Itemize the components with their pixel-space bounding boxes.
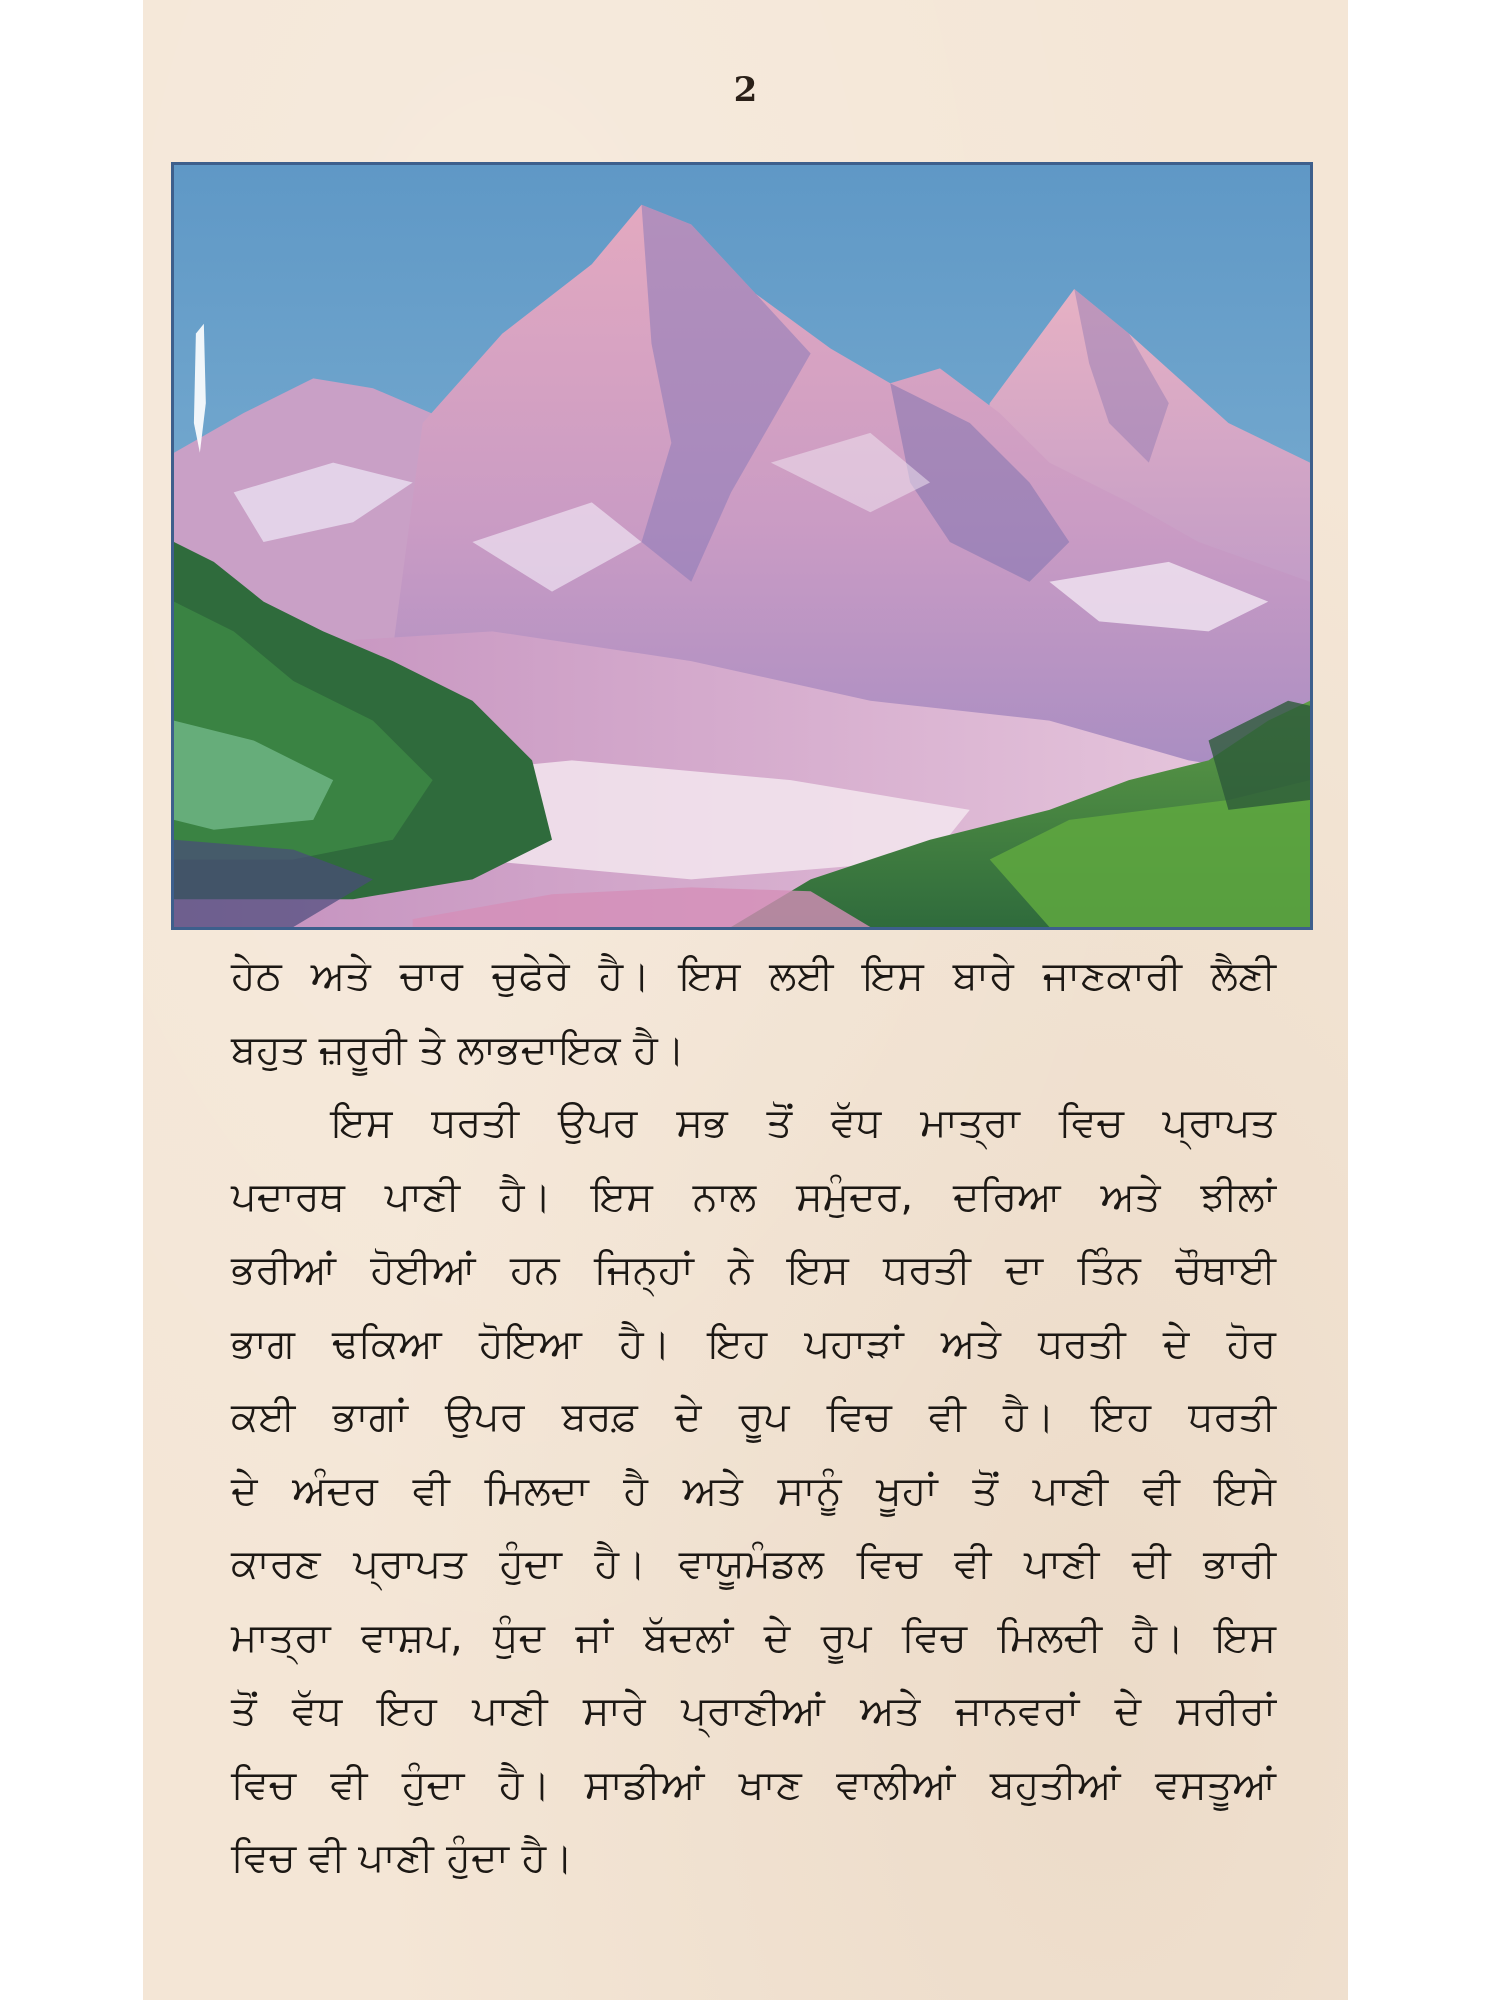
mountain-painting-icon bbox=[174, 165, 1310, 927]
text-line: ਭਾਗ ਢਕਿਆ ਹੋਇਆ ਹੈ। ਇਹ ਪਹਾੜਾਂ ਅਤੇ ਧਰਤੀ ਦੇ ਹੋਰ bbox=[231, 1320, 1276, 1367]
book-page bbox=[143, 0, 1348, 2000]
text-line: ਵਿਚ ਵੀ ਪਾਣੀ ਹੁੰਦਾ ਹੈ। bbox=[231, 1835, 574, 1881]
mountain-illustration bbox=[171, 162, 1313, 930]
text-line: ਮਾਤ੍ਰਾ ਵਾਸ਼ਪ, ਧੁੰਦ ਜਾਂ ਬੱਦਲਾਂ ਦੇ ਰੂਪ ਵਿਚ ਮਿਲਦੀ ਹੈ। ਇਸ bbox=[231, 1614, 1276, 1661]
text-line: ਕਈ ਭਾਗਾਂ ਉਪਰ ਬਰਫ਼ ਦੇ ਰੂਪ ਵਿਚ ਵੀ ਹੈ। ਇਹ ਧਰਤੀ bbox=[231, 1394, 1276, 1440]
text-line: ਭਰੀਆਂ ਹੋਈਆਂ ਹਨ ਜਿਨ੍ਹਾਂ ਨੇ ਇਸ ਧਰਤੀ ਦਾ ਤਿੰਨ ਚੌਥਾਈ bbox=[231, 1247, 1276, 1293]
text-line: ਕਾਰਣ ਪ੍ਰਾਪਤ ਹੁੰਦਾ ਹੈ। ਵਾਯੂਮੰਡਲ ਵਿਚ ਵੀ ਪਾਣੀ ਦੀ ਭਾਰੀ bbox=[231, 1541, 1276, 1587]
body-text bbox=[231, 940, 1276, 1896]
text-line: ਪਦਾਰਥ ਪਾਣੀ ਹੈ। ਇਸ ਨਾਲ ਸਮੁੰਦਰ, ਦਰਿਆ ਅਤੇ ਝੀਲਾਂ bbox=[231, 1173, 1276, 1220]
text-line: ਹੇਠ ਅਤੇ ਚਾਰ ਚੁਫੇਰੇ ਹੈ। ਇਸ ਲਈ ਇਸ ਬਾਰੇ ਜਾਣਕਾਰੀ ਲੈਣੀ bbox=[231, 953, 1276, 999]
text-line: ਇਸ ਧਰਤੀ ਉਪਰ ਸਭ ਤੋਂ ਵੱਧ ਮਾਤ੍ਰਾ ਵਿਚ ਪ੍ਰਾਪਤ bbox=[331, 1100, 1276, 1146]
text-line: ਵਿਚ ਵੀ ਹੁੰਦਾ ਹੈ। ਸਾਡੀਆਂ ਖਾਣ ਵਾਲੀਆਂ ਬਹੁਤੀਆਂ ਵਸਤੂਆਂ bbox=[231, 1761, 1276, 1808]
text-line: ਬਹੁਤ ਜ਼ਰੂਰੀ ਤੇ ਲਾਭਦਾਇਕ ਹੈ। bbox=[231, 1026, 685, 1073]
text-line: ਦੇ ਅੰਦਰ ਵੀ ਮਿਲਦਾ ਹੈ ਅਤੇ ਸਾਨੂੰ ਖੂਹਾਂ ਤੋਂ ਪਾਣੀ ਵੀ ਇਸੇ bbox=[231, 1467, 1276, 1514]
text-line: ਤੋਂ ਵੱਧ ਇਹ ਪਾਣੀ ਸਾਰੇ ਪ੍ਰਾਣੀਆਂ ਅਤੇ ਜਾਨਵਰਾਂ ਦੇ ਸਰੀਰਾਂ bbox=[231, 1688, 1276, 1734]
page-number: 2 bbox=[733, 70, 758, 110]
